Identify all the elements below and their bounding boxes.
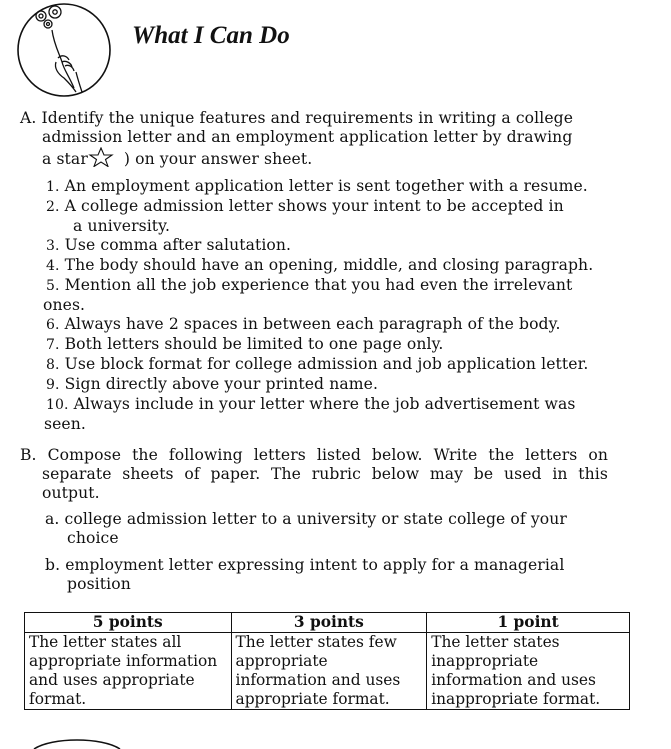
table-row [25, 633, 630, 710]
list-item: 8. Use block format for college admission and job application letter. [46, 355, 589, 373]
hand-gears-icon [14, 0, 114, 100]
table-cell: The letter states inappropriate information and uses inappropriate format. [427, 633, 630, 710]
list-item: 9. Sign directly above your printed name. [46, 375, 379, 393]
star-suffix: ) on your answer sheet. [123, 150, 313, 168]
list-item: 4. The body should have an opening, middle, and closing paragraph. [46, 256, 594, 274]
letter-task-list [45, 510, 605, 602]
criteria-list [43, 177, 594, 434]
section-a-line-2: admission letter and an employment application letter by drawing [42, 128, 573, 146]
section-b-intro [20, 446, 608, 503]
section-a-intro [20, 109, 573, 169]
page-title: What I Can Do [132, 22, 290, 49]
column-header: 1 point [427, 613, 630, 633]
list-item: 7. Both letters should be limited to one page only. [46, 335, 444, 353]
star-icon [88, 147, 114, 167]
table-cell: The letter states all appropriate information and uses appropriate format. [25, 633, 232, 710]
list-item: b. employment letter expressing intent to apply for a managerial position [45, 556, 565, 593]
list-item: 1. An employment application letter is sent together with a resume. [46, 177, 588, 195]
list-item: 3. Use comma after salutation. [46, 236, 292, 254]
column-header: 3 points [231, 613, 427, 633]
section-b-letter: B. [20, 446, 37, 464]
list-item: 10. Always include in your letter where the job advertisement was seen. [44, 395, 576, 433]
list-item: 5. Mention all the job experience that you had even the irrelevant ones. [43, 276, 573, 314]
table-cell: The letter states few appropriate information and uses appropriate format. [231, 633, 427, 710]
section-b-line-1: Compose the following letters listed below. Write the letters on [47, 446, 608, 464]
star-prefix: a star [42, 150, 88, 168]
section-b-line-2: separate sheets of paper. The rubric below may be used in this [42, 465, 608, 483]
column-header: 5 points [25, 613, 232, 633]
next-section-logo-edge [32, 735, 122, 749]
list-item: 2. A college admission letter shows your intent to be accepted in a university. [46, 197, 564, 235]
rubric-table [24, 612, 630, 710]
section-a-letter: A. [20, 109, 37, 127]
section-a-line-1: Identify the unique features and requirements in writing a college [41, 109, 574, 127]
section-b-line-3: output. [42, 484, 100, 502]
list-item: a. college admission letter to a university or state college of your choice [45, 510, 567, 547]
table-header-row [25, 613, 630, 633]
list-item: 6. Always have 2 spaces in between each paragraph of the body. [46, 315, 561, 333]
